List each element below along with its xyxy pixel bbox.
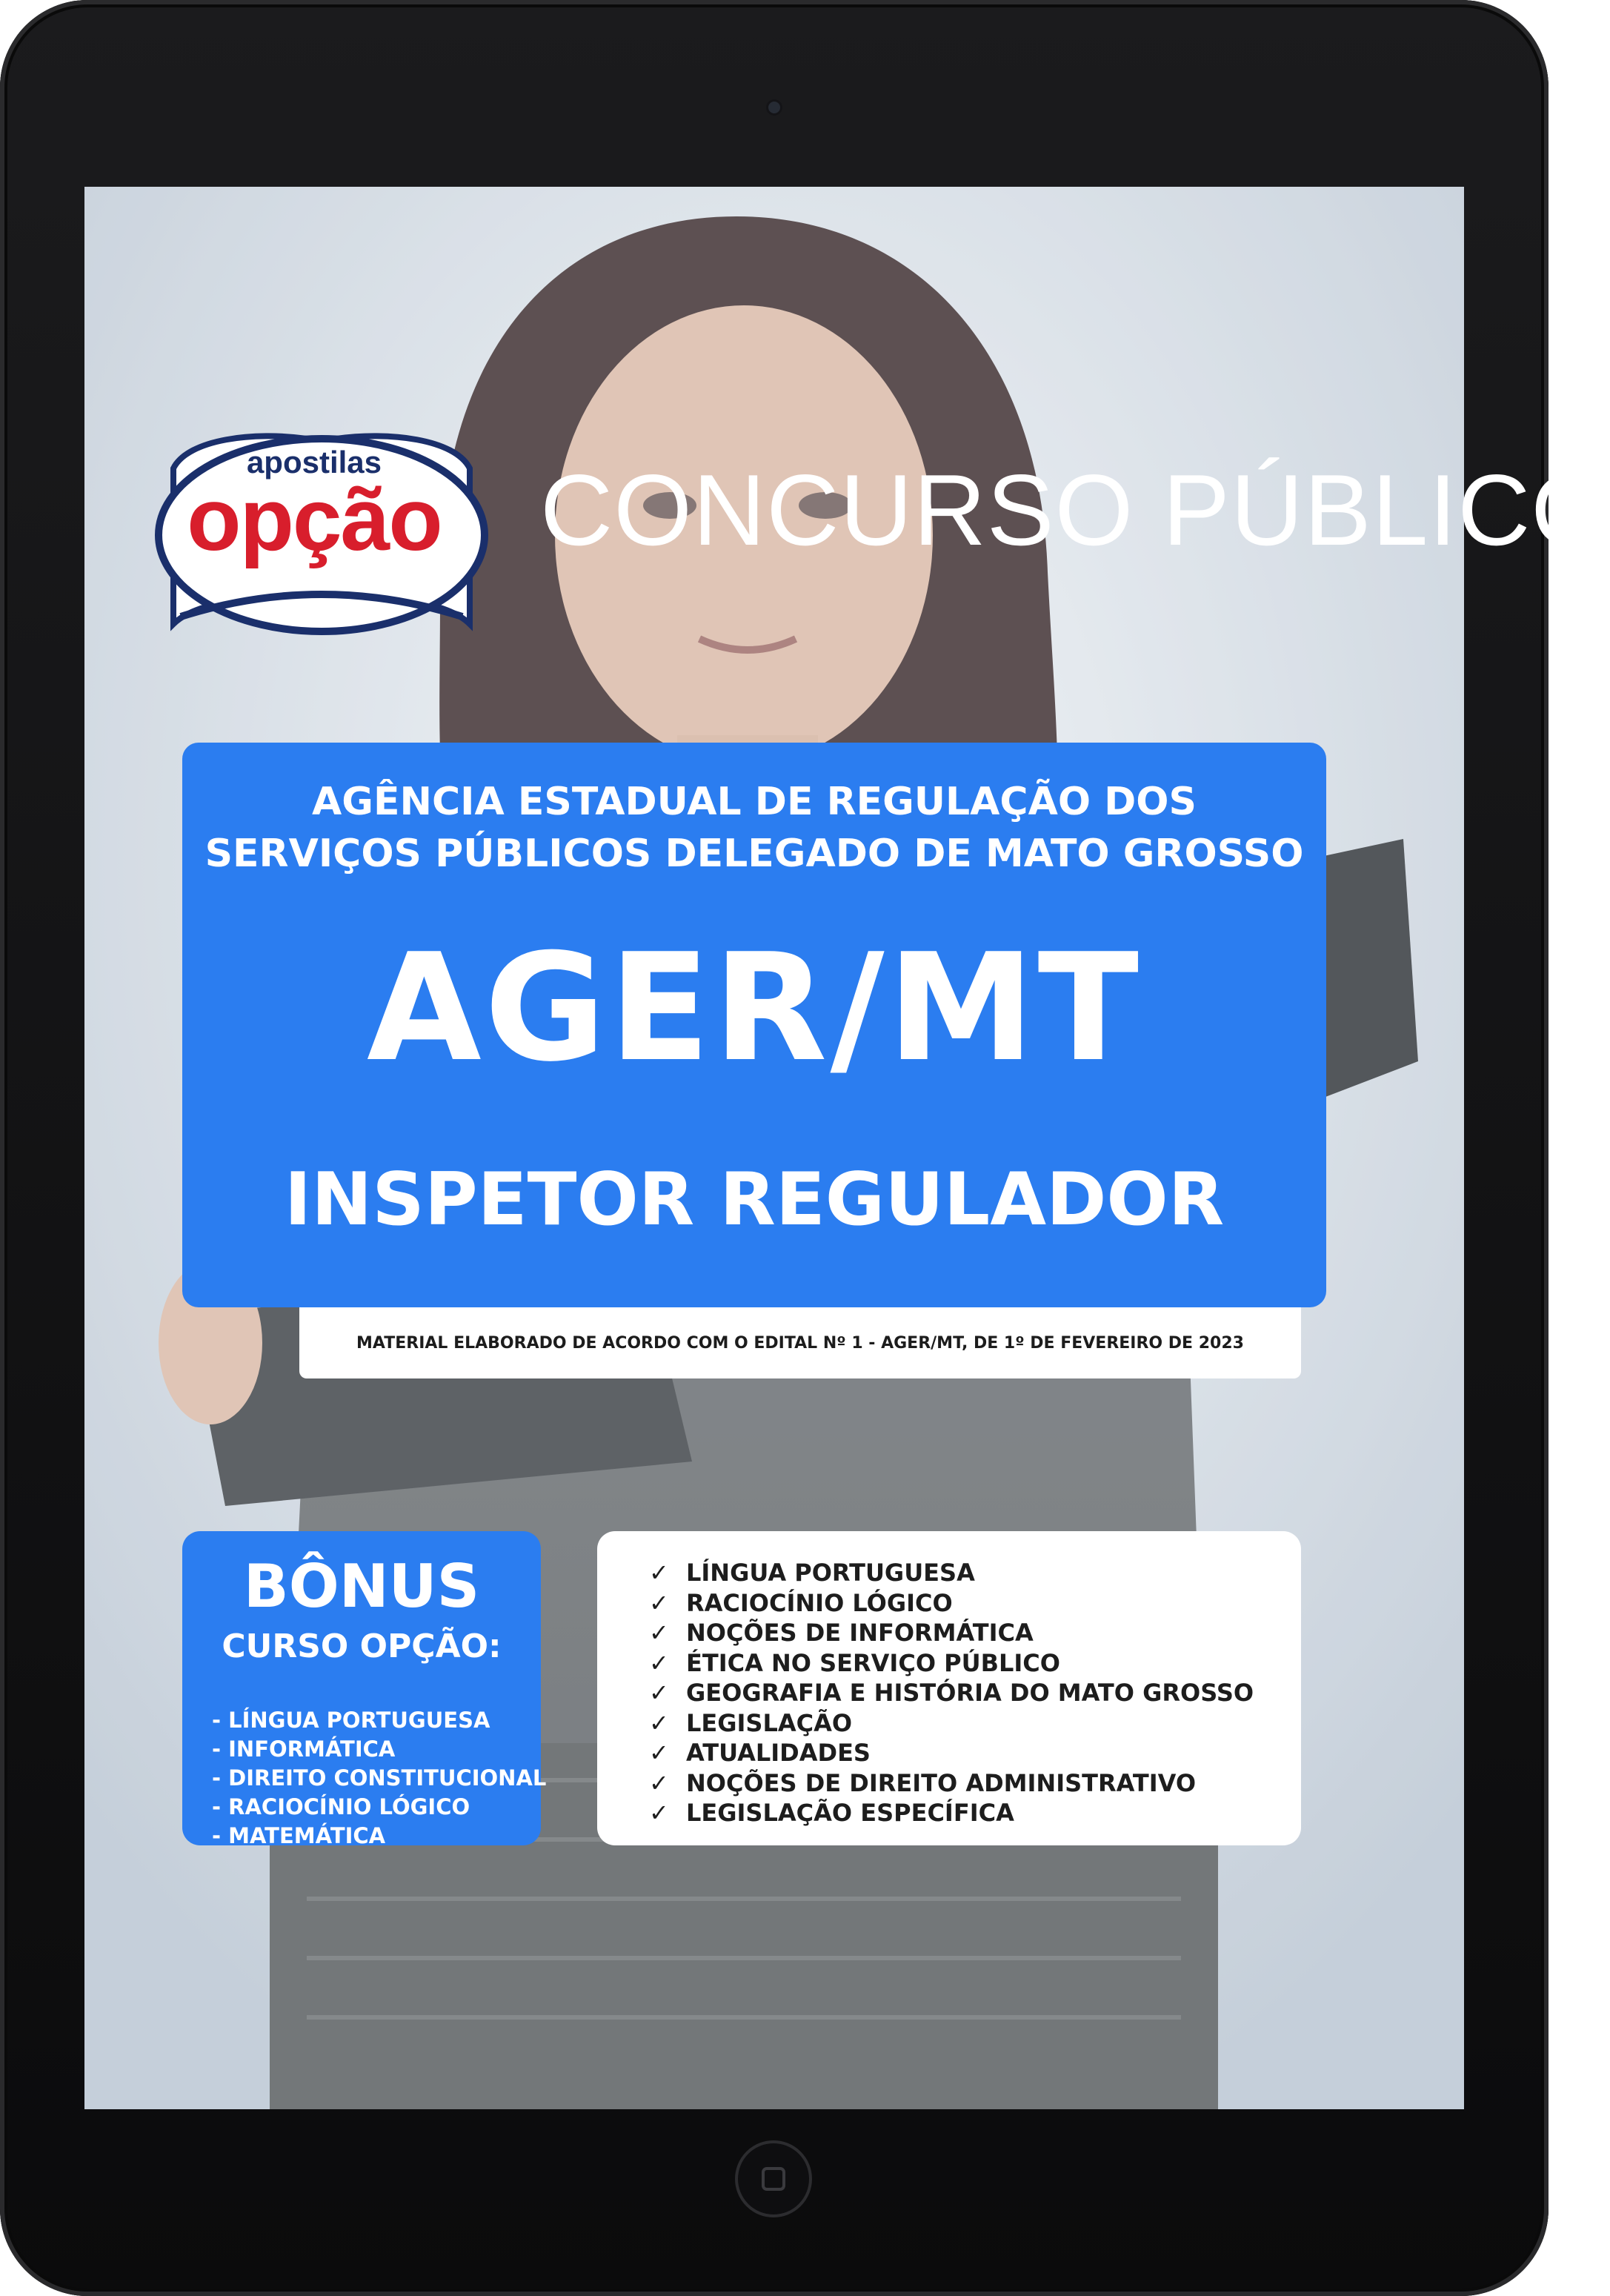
bonus-item: - DIREITO CONSTITUCIONAL: [212, 1765, 547, 1791]
headline: CONCURSO PÚBLICO: [540, 454, 1610, 566]
camera-icon: [768, 102, 780, 113]
subject-label: LEGISLAÇÃO ESPECÍFICA: [686, 1799, 1014, 1827]
logo-brand-text: opção: [187, 470, 442, 569]
subject-item: [649, 1738, 1254, 1768]
bonus-item: - LÍNGUA PORTUGUESA: [212, 1708, 490, 1733]
subject-item: [649, 1798, 1254, 1828]
subject-item: [649, 1648, 1254, 1679]
bonus-title: BÔNUS: [243, 1552, 480, 1621]
subject-label: RACIOCÍNIO LÓGICO: [686, 1588, 953, 1617]
subject-label: NOÇÕES DE INFORMÁTICA: [686, 1619, 1034, 1647]
check-icon: ✓: [649, 1588, 669, 1617]
bonus-item: - RACIOCÍNIO LÓGICO: [212, 1794, 470, 1819]
subject-item: [649, 1768, 1254, 1799]
bonus-list: [212, 1706, 546, 1851]
check-icon: ✓: [649, 1679, 669, 1707]
subject-item: [649, 1588, 1254, 1619]
subject-item: [649, 1708, 1254, 1739]
subject-item: [649, 1618, 1254, 1648]
bonus-box: [182, 1531, 547, 1848]
agency-acronym: AGER/MT: [366, 922, 1142, 1095]
check-icon: ✓: [649, 1768, 669, 1797]
subject-label: ÉTICA NO SERVIÇO PÚBLICO: [686, 1648, 1060, 1677]
edital-note: MATERIAL ELABORADO DE ACORDO COM O EDITAL Nº 1 - AGER/MT, DE 1º DE FEVEREIRO DE 2023: [299, 1307, 1301, 1378]
role-title: INSPETOR REGULADOR: [284, 1158, 1225, 1242]
check-icon: ✓: [649, 1708, 669, 1737]
bonus-item: - INFORMÁTICA: [212, 1736, 396, 1762]
bonus-item: - MATEMÁTICA: [212, 1823, 386, 1848]
check-icon: ✓: [649, 1648, 669, 1677]
subjects-box: [597, 1531, 1301, 1845]
cover-screen: [84, 187, 1610, 2109]
logo-small-text: apostilas: [246, 445, 382, 480]
agency-name-line-2: SERVIÇOS PÚBLICOS DELEGADO DE MATO GROSSO: [204, 832, 1304, 876]
agency-panel: [182, 743, 1326, 1307]
home-button-icon: [735, 2140, 812, 2217]
subject-label: GEOGRAFIA E HISTÓRIA DO MATO GROSSO: [686, 1679, 1254, 1707]
subject-label: NOÇÕES DE DIREITO ADMINISTRATIVO: [686, 1768, 1197, 1797]
agency-name-line-1: AGÊNCIA ESTADUAL DE REGULAÇÃO DOS: [312, 780, 1197, 824]
subjects-list: [649, 1558, 1254, 1828]
subject-label: LEGISLAÇÃO: [686, 1708, 853, 1737]
subject-item: [649, 1678, 1254, 1708]
check-icon: ✓: [649, 1739, 669, 1767]
subject-label: ATUALIDADES: [686, 1739, 871, 1767]
subject-item: [649, 1558, 1254, 1588]
subject-label: LÍNGUA PORTUGUESA: [686, 1559, 975, 1587]
check-icon: ✓: [649, 1619, 669, 1647]
check-icon: ✓: [649, 1559, 669, 1587]
bonus-subtitle: CURSO OPÇÃO:: [222, 1628, 502, 1665]
check-icon: ✓: [649, 1799, 669, 1827]
